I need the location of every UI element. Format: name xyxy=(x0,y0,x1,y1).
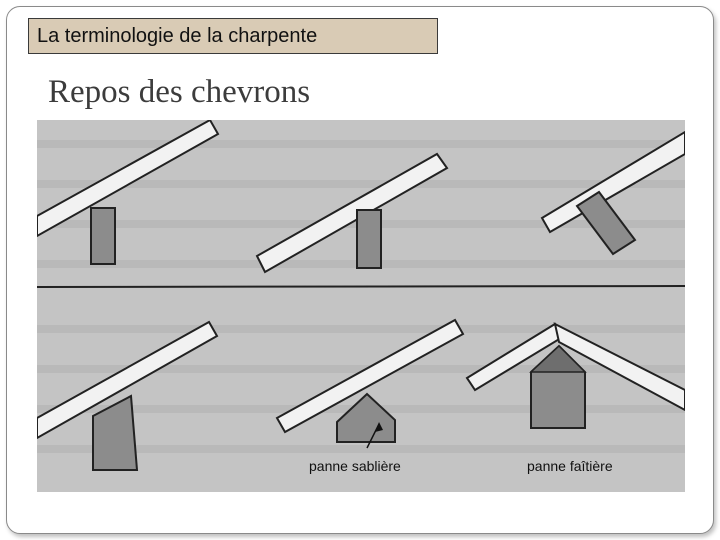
label-panne-sabliere: panne sablière xyxy=(309,458,401,474)
slide-title: La terminologie de la charpente xyxy=(28,18,438,54)
separator-line xyxy=(37,286,685,287)
rafter-diagram xyxy=(37,120,685,492)
label-panne-faitiere: panne faîtière xyxy=(527,458,613,474)
slide-subtitle: Repos des chevrons xyxy=(48,74,311,110)
